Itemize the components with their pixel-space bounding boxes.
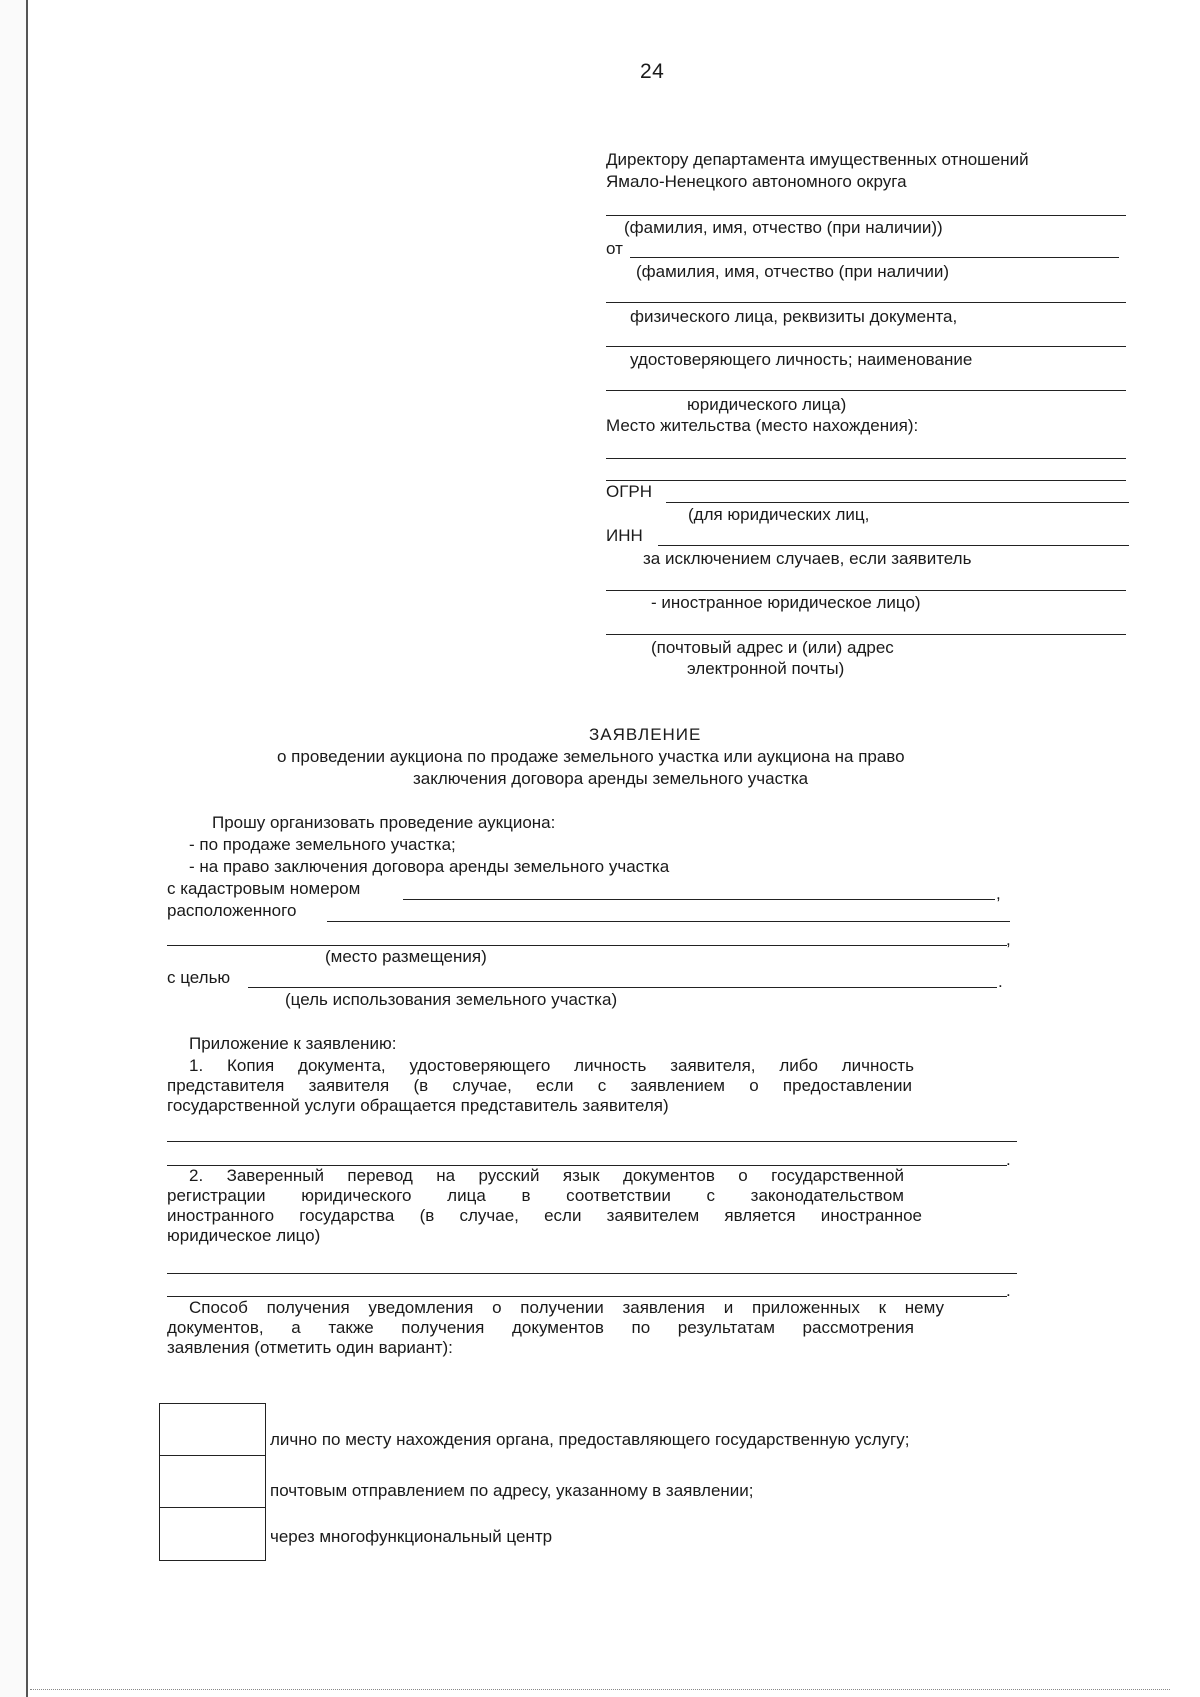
purpose-period: .	[998, 972, 1003, 991]
ogrn-field[interactable]	[666, 502, 1129, 503]
notification-line-3: заявления (отметить один вариант):	[167, 1338, 453, 1357]
inn-label: ИНН	[606, 526, 643, 545]
attachment-2-field-1[interactable]	[167, 1273, 1017, 1274]
attachment-2-field-2[interactable]	[167, 1296, 1007, 1297]
attachment-2-line-3: иностранного государства (в случае, если заявителем является иностранное	[167, 1206, 922, 1225]
applicant-field-4[interactable]	[606, 390, 1126, 391]
attachment-1-period: .	[1006, 1150, 1011, 1169]
residence-field-1[interactable]	[606, 458, 1126, 459]
location-comma: ,	[1006, 930, 1011, 949]
scan-artifact	[30, 1689, 1170, 1692]
cadastral-number-field[interactable]	[403, 899, 995, 900]
attachment-1-field-1[interactable]	[167, 1141, 1017, 1142]
scan-margin	[0, 0, 28, 1697]
address-hint-1: (почтовый адрес и (или) адрес	[651, 638, 894, 657]
purpose-field[interactable]	[248, 987, 997, 988]
applicant-hint-1: (фамилия, имя, отчество (при наличии)	[636, 262, 949, 281]
notification-options-checkboxes	[159, 1403, 266, 1561]
notification-line-2: документов, а также получения документов по результатам рассмотрения	[167, 1318, 914, 1337]
checkbox-by-post[interactable]	[160, 1456, 265, 1508]
cadastral-label: с кадастровым номером	[167, 879, 361, 898]
attachment-2-line-1: 2. Заверенный перевод на русский язык документов о государственной	[189, 1166, 904, 1185]
location-hint: (место размещения)	[325, 947, 487, 966]
address-field[interactable]	[606, 634, 1126, 635]
applicant-field-3[interactable]	[606, 346, 1126, 347]
from-label: от	[606, 239, 623, 258]
notification-text	[167, 1298, 944, 1358]
attachments-heading: Приложение к заявлению:	[189, 1034, 397, 1053]
applicant-hint-3: удостоверяющего личность; наименование	[630, 350, 973, 369]
cadastral-comma: ,	[996, 884, 1001, 903]
option-mfc-label: через многофункциональный центр	[270, 1527, 553, 1546]
applicant-name-field[interactable]	[630, 257, 1119, 258]
recipient-name-hint: (фамилия, имя, отчество (при наличии))	[624, 218, 943, 237]
residence-label: Место жительства (место нахождения):	[606, 416, 919, 435]
notification-line-1: Способ получения уведомления о получении заявления и приложенных к нему	[189, 1298, 944, 1317]
applicant-hint-4: юридического лица)	[687, 395, 847, 414]
page-number: 24	[640, 60, 665, 83]
document-subtitle-1: о проведении аукциона по продаже земельного участка или аукциона на право	[277, 747, 905, 766]
attachment-item-2	[167, 1166, 922, 1246]
recipient-name-field[interactable]	[606, 215, 1126, 216]
inn-hint-1: за исключением случаев, если заявитель	[643, 549, 972, 568]
request-option-lease: - на право заключения договора аренды земельного участка	[189, 857, 670, 876]
recipient-line-1: Директору департамента имущественных отношений	[606, 150, 1029, 169]
request-intro: Прошу организовать проведение аукциона:	[212, 813, 556, 832]
recipient-line-2: Ямало-Ненецкого автономного округа	[606, 172, 907, 191]
residence-field-2[interactable]	[606, 480, 1126, 481]
applicant-hint-2: физического лица, реквизиты документа,	[630, 307, 958, 326]
attachment-2-line-2: регистрации юридического лица в соответствии с законодательством	[167, 1186, 904, 1205]
attachment-2-line-4: юридическое лицо)	[167, 1226, 321, 1245]
attachment-1-line-1: 1. Копия документа, удостоверяющего личность заявителя, либо личность	[189, 1056, 914, 1075]
attachment-item-1	[167, 1056, 914, 1116]
purpose-hint: (цель использования земельного участка)	[285, 990, 618, 1009]
inn-field-2[interactable]	[606, 590, 1126, 591]
attachment-2-period: .	[1006, 1281, 1011, 1300]
option-by-post-label: почтовым отправлением по адресу, указанному в заявлении;	[270, 1481, 754, 1500]
attachment-1-line-3: государственной услуги обращается представитель заявителя)	[167, 1096, 669, 1115]
located-label: расположенного	[167, 901, 297, 920]
applicant-field-2[interactable]	[606, 302, 1126, 303]
checkbox-mfc[interactable]	[160, 1508, 265, 1560]
option-in-person-label: лично по месту нахождения органа, предоставляющего государственную услугу;	[270, 1430, 910, 1449]
attachment-1-line-2: представителя заявителя (в случае, если с заявлением о предоставлении	[167, 1076, 912, 1095]
document-title: ЗАЯВЛЕНИЕ	[589, 725, 702, 744]
checkbox-in-person[interactable]	[160, 1404, 265, 1456]
address-hint-2: электронной почты)	[687, 659, 845, 678]
inn-hint-2: - иностранное юридическое лицо)	[651, 593, 921, 612]
ogrn-hint: (для юридических лиц,	[688, 505, 870, 524]
inn-field[interactable]	[658, 545, 1129, 546]
request-option-sale: - по продаже земельного участка;	[189, 835, 456, 854]
purpose-label: с целью	[167, 968, 231, 987]
location-field-1[interactable]	[327, 921, 1010, 922]
ogrn-label: ОГРН	[606, 482, 653, 501]
document-subtitle-2: заключения договора аренды земельного участка	[413, 769, 809, 788]
location-field-2[interactable]	[167, 945, 1007, 946]
